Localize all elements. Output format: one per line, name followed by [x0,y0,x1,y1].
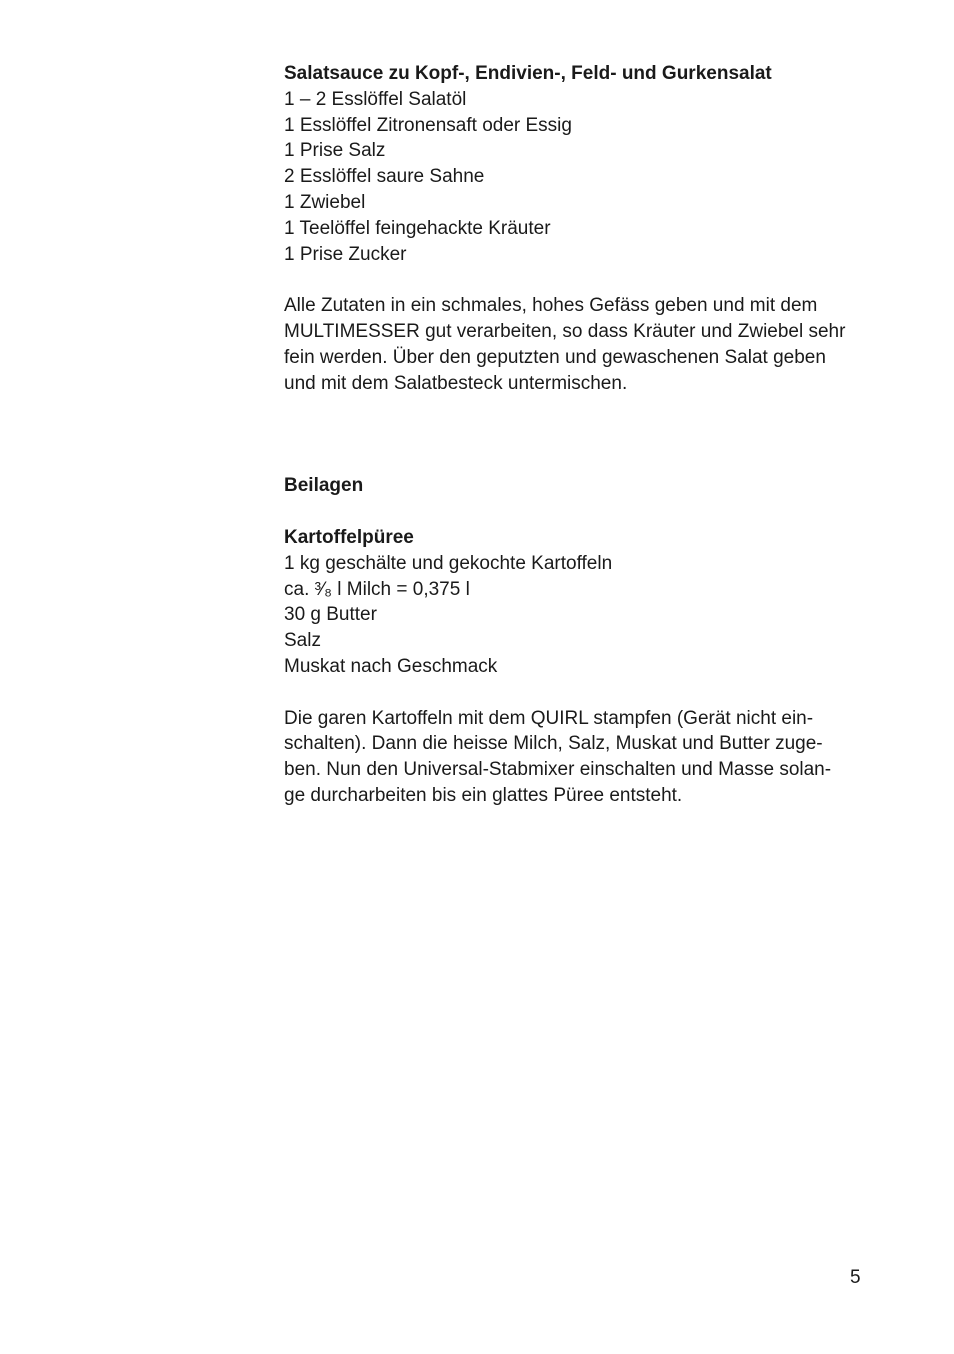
ingredient-item: 1 – 2 Esslöffel Salatöl [284,88,467,110]
section-heading-beilagen: Beilagen [284,475,364,497]
ingredient-item: 1 kg geschälte und gekochte Kartoffeln [284,552,613,574]
instruction-line: und mit dem Salatbesteck untermischen. [284,372,628,394]
instruction-line: ge durcharbeiten bis ein glattes Püree entsteht. [284,784,683,806]
ingredient-item: 30 g Butter [284,604,377,626]
instruction-line: Alle Zutaten in ein schmales, hohes Gefäss geben und mit dem [284,295,818,317]
ingredient-item: 2 Esslöffel saure Sahne [284,166,485,188]
instructions-paragraph [284,706,874,809]
instruction-line: MULTIMESSER gut verarbeiten, so dass Kräuter und Zwiebel sehr [284,320,846,342]
page-number: 5 [850,1267,861,1288]
instruction-line: ben. Nun den Universal-Stabmixer einschalten und Masse solan- [284,759,832,781]
instruction-line: fein werden. Über den geputzten und gewaschenen Salat geben [284,346,826,368]
ingredient-item: 1 Teelöffel feingehackte Kräuter [284,217,551,239]
ingredient-item: 1 Zwiebel [284,191,366,213]
recipe-title: Salatsauce zu Kopf-, Endivien-, Feld- und Gurkensalat [284,63,772,84]
ingredient-item: 1 Prise Salz [284,140,386,162]
ingredient-item: ca. ³⁄₈ l Milch = 0,375 l [284,578,470,600]
ingredient-list [284,551,874,680]
salatsauce-recipe [284,61,874,396]
ingredient-item: Muskat nach Geschmack [284,655,498,677]
ingredient-item: 1 Esslöffel Zitronensaft oder Essig [284,114,572,136]
instructions-paragraph [284,293,874,396]
instruction-line: schalten). Dann die heisse Milch, Salz, Muskat und Butter zuge- [284,733,823,755]
ingredient-item: 1 Prise Zucker [284,243,407,265]
ingredient-item: Salz [284,630,321,652]
page-content [284,61,874,809]
ingredient-list [284,87,874,268]
instruction-line: Die garen Kartoffeln mit dem QUIRL stampfen (Gerät nicht ein- [284,707,814,729]
recipe-title: Kartoffelpüree [284,526,414,548]
kartoffelpueree-recipe [284,525,874,809]
